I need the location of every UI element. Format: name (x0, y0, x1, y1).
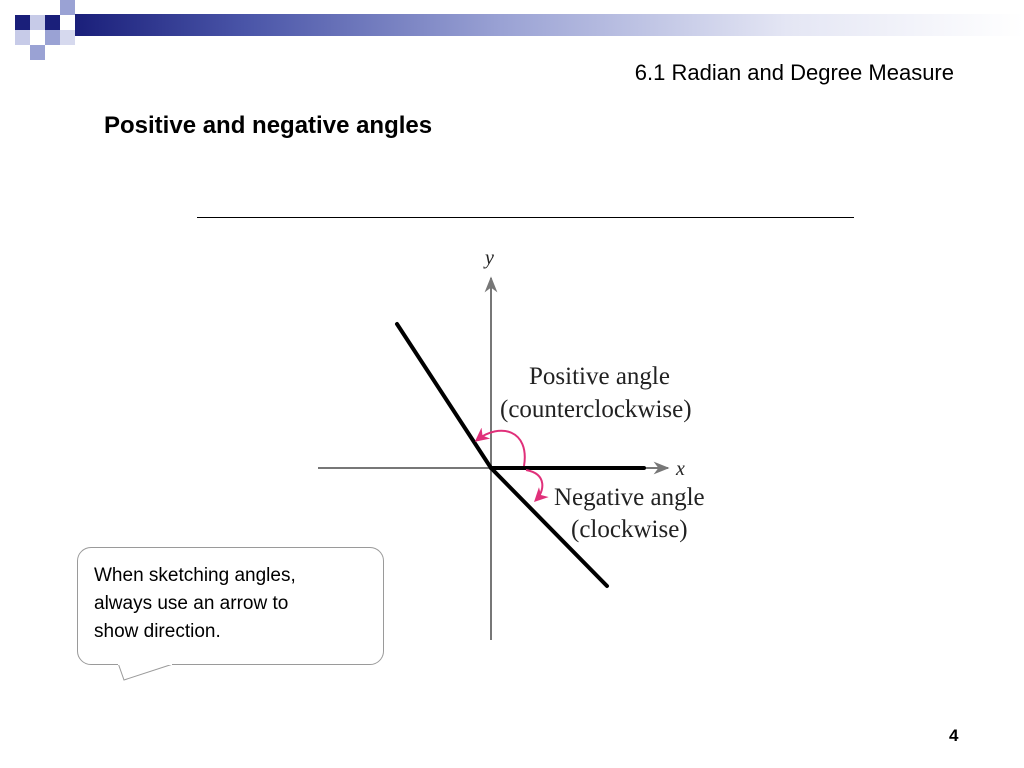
negative-angle-direction: (clockwise) (571, 516, 688, 543)
callout-tail-cover (118, 660, 172, 666)
section-heading: Positive and negative angles (104, 112, 433, 139)
positive-angle-label: Positive angle (529, 363, 670, 390)
callout-text (94, 562, 367, 646)
slide-title: 6.1 Radian and Degree Measure (634, 60, 954, 85)
callout-line: always use an arrow to (94, 593, 289, 614)
page-number: 4 (949, 726, 959, 745)
negative-angle-label: Negative angle (554, 484, 705, 511)
positive-angle-direction: (counterclockwise) (500, 396, 692, 423)
callout-line: When sketching angles, (94, 565, 296, 586)
callout-box (77, 547, 384, 665)
clockwise-arrow-arc (526, 470, 542, 500)
callout-line: show direction. (94, 621, 221, 642)
x-axis-label: x (676, 458, 685, 480)
positive-terminal-ray (397, 324, 491, 468)
y-axis-label: y (485, 247, 494, 269)
